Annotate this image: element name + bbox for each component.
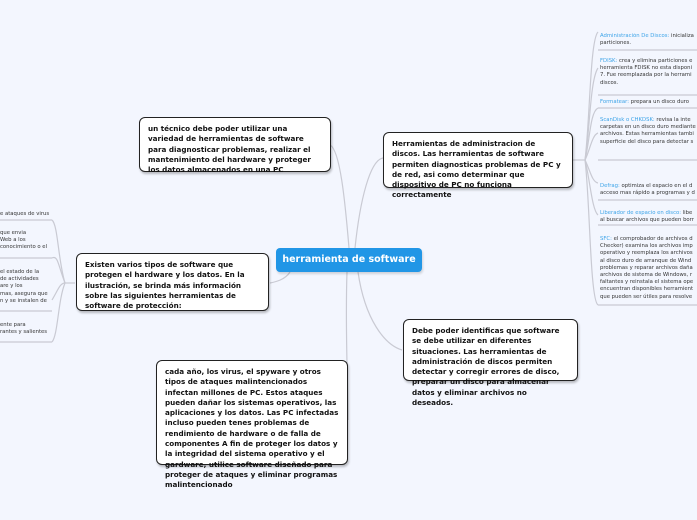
node-identificar-software[interactable]: Debe poder identificas que software se debe utilizar en diferentes situaciones. Las herramientas de administración de discos permiten detectar y corregir errores de disco, preparar un disco para almacenar datos y eliminar archivos no deseados. <box>403 319 578 381</box>
leaf-text: faltantes y reinstala el sistema ope <box>600 279 694 286</box>
leaf-left-entrantes[interactable] <box>0 322 60 336</box>
leaf-text: que pueden ser útiles para resolve <box>600 293 693 300</box>
leaf-text: rantes y salientes <box>0 329 48 336</box>
node-tecnico[interactable]: un técnico debe poder utilizar una variedad de herramientas de software para diagnosticar problemas, realizar el mantenimiento del hardware y proteger los datos almacenados en una PC <box>139 117 331 172</box>
leaf-text: al buscar archivos que pueden borr <box>600 217 694 224</box>
leaf-text: e ataques de virus <box>0 211 50 217</box>
leaf-label: SFC: <box>600 236 612 242</box>
leaf-scandisk[interactable] <box>600 117 697 146</box>
leaf-text: operativo y reemplaza los archivos <box>600 250 693 257</box>
leaf-text: revisa la inte <box>654 117 691 123</box>
leaf-fdisk[interactable] <box>600 58 697 87</box>
leaf-text: de actividades <box>0 276 39 283</box>
leaf-text: superficie del disco para detectar s <box>600 138 694 145</box>
leaf-text: problemas y reparar archivos daña <box>600 264 693 271</box>
leaf-label: Formatear: <box>600 99 630 105</box>
leaf-text: herramienta FDISK no esta disponi <box>600 65 692 72</box>
leaf-liberador-espacio[interactable] <box>600 210 697 224</box>
leaf-text: n y se instalen de <box>0 297 47 304</box>
leaf-text: el comprobador de archivos d <box>611 236 693 242</box>
leaf-formatear[interactable] <box>600 99 697 106</box>
leaf-label: Administración De Discos: <box>600 33 670 39</box>
leaf-label: Defrag: <box>600 183 620 189</box>
leaf-left-estado[interactable] <box>0 269 60 305</box>
leaf-text: que envia <box>0 230 27 236</box>
leaf-left-web[interactable] <box>0 230 60 252</box>
leaf-text: prepara un disco duro <box>629 99 689 105</box>
leaf-sfc[interactable] <box>600 236 697 301</box>
leaf-administracion-discos[interactable] <box>600 33 697 47</box>
leaf-text: optimiza el espacio en el d <box>619 183 693 189</box>
leaf-label: FDISK: <box>600 58 618 64</box>
leaf-text: Web a los <box>0 237 26 244</box>
node-virus[interactable]: cada año, los virus, el spyware y otros tipos de ataques malintencionados infectan millones de PC. Estos ataques pueden dañar los sistemas operativos, las aplicaciones y los datos. Las PC infectadas incluso pueden tenes problemas de rendimiento de hardware o de falla de componentes A fin de proteger los datos y la integridad del sistema operativo y el gardware, utilice software diseñado para proteger de ataques y eliminar programas malintencionado <box>156 360 348 465</box>
leaf-label: Liberador de espacio en disco: <box>600 210 682 216</box>
leaf-text: ente para <box>0 322 26 328</box>
leaf-text: conocimiento o el <box>0 244 48 251</box>
node-herramientas-discos[interactable]: Herramientas de administracion de discos. Las herramientas de software permiten diagnosticas problemas de PC y de red, asi como determinar que dispositivo de PC no funciona correctamente <box>383 132 573 188</box>
leaf-text: particiones. <box>600 40 632 47</box>
leaf-text: acceso mas rápido a programas y d <box>600 190 695 197</box>
leaf-text: archivos de sistema de Windows, r <box>600 272 693 279</box>
leaf-text: inicializa <box>669 33 694 39</box>
leaf-text: el estado de la <box>0 269 40 275</box>
leaf-text: 7. Fue reemplazada por la herrami <box>600 72 692 79</box>
leaf-label: ScanDisk o CHKDSK: <box>600 117 655 123</box>
leaf-left-ataques-virus[interactable] <box>0 211 60 218</box>
leaf-text: discos. <box>600 79 619 86</box>
central-topic[interactable]: herramienta de software <box>276 248 422 272</box>
leaf-text: al disco duro de arranque de Wind <box>600 257 692 264</box>
leaf-text: encuentran disponibles herramient <box>600 286 694 293</box>
leaf-text: archivos. Estas herramientas tambi <box>600 131 694 138</box>
leaf-text: carpetas en un disco duro mediante <box>600 124 696 131</box>
leaf-text: Checker) examina los archivos imp <box>600 243 693 250</box>
leaf-defrag[interactable] <box>600 183 697 197</box>
leaf-text: mas, asegura que <box>0 290 48 297</box>
leaf-text: crea y elimina particiones e <box>617 58 693 64</box>
leaf-text: are y los <box>0 283 23 290</box>
node-proteccion[interactable]: Existen varios tipos de software que protegen el hardware y los datos. En la ilustración, se brinda más información sobre las siguientes herramientas de software de protección: <box>76 253 269 311</box>
leaf-text: libe <box>681 210 693 216</box>
